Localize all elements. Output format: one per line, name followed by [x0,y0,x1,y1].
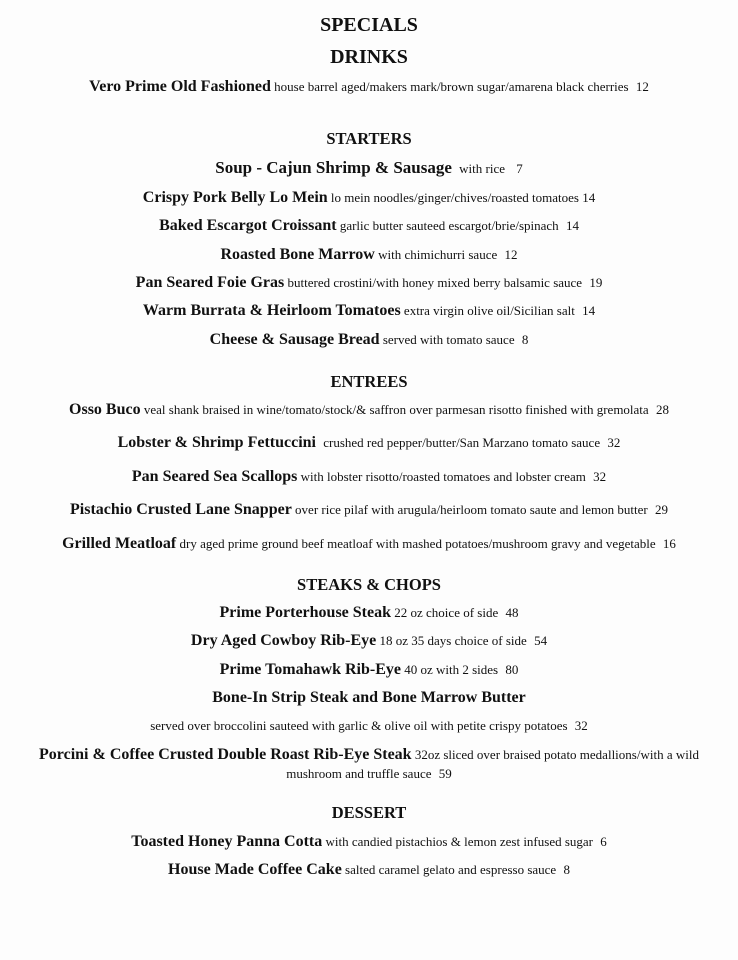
item-price: 54 [534,633,548,648]
item-desc: 32oz sliced over braised potato medallions/with a wild mushroom and truffle sauce [286,747,699,781]
section-heading-drinks: DRINKS [330,46,408,68]
item-price: 32 [574,718,588,733]
item-price: 16 [662,536,676,551]
item-name: Porcini & Coffee Crusted Double Roast Rib-Eye Steak [39,746,412,763]
menu-item [0,159,738,178]
item-desc: 22 oz choice of side [394,605,499,620]
item-price: 12 [504,247,518,262]
item-price: 19 [589,275,603,290]
item-desc: over rice pilaf with arugula/heirloom tomato saute and lemon butter [295,502,648,517]
item-desc: veal shank braised in wine/tomato/stock/& saffron over parmesan risotto finished with gremolata [143,402,649,417]
item-name: Pan Seared Foie Gras [135,274,285,291]
menu-item [0,274,738,292]
item-price: 32 [607,435,621,450]
item-desc: served over broccolini sauteed with garlic & olive oil with petite crispy potatoes [150,718,568,733]
item-desc: with candied pistachios & lemon zest infused sugar [325,834,593,849]
item-price: 14 [582,190,596,205]
item-price: 29 [655,502,668,517]
menu-item [0,661,738,679]
menu-item [0,434,738,452]
item-name: Prime Tomahawk Rib-Eye [219,661,401,678]
item-desc: with lobster risotto/roasted tomatoes and lobster cream [300,469,586,484]
item-price: 80 [505,662,519,677]
menu-item [0,689,738,707]
item-name: Cheese & Sausage Bread [209,331,380,348]
menu-item [0,632,738,650]
menu-item [0,302,738,320]
section-heading-steaks: STEAKS & CHOPS [297,575,441,594]
item-name: Osso Buco [69,401,141,418]
item-desc: buttered crostini/with honey mixed berry balsamic sauce [287,275,583,290]
item-name: Bone-In Strip Steak and Bone Marrow Butter [212,689,526,706]
section-heading-entrees: ENTREES [330,372,408,391]
menu-item [0,189,738,207]
menu-item [0,331,738,349]
item-name: Vero Prime Old Fashioned [89,78,271,95]
item-name: Pan Seared Sea Scallops [131,468,298,485]
item-name: Pistachio Crusted Lane Snapper [70,501,292,518]
item-desc: dry aged prime ground beef meatloaf with mashed potatoes/mushroom gravy and vegetable [179,536,656,551]
menu-item [0,861,738,879]
section-heading-starters: STARTERS [326,129,412,148]
item-desc: extra virgin olive oil/Sicilian salt [403,303,575,318]
item-price: 32 [593,469,607,484]
item-desc: salted caramel gelato and espresso sauce [345,862,557,877]
item-name: Dry Aged Cowboy Rib-Eye [190,632,377,649]
page-title: SPECIALS [320,14,418,36]
item-name: Soup - Cajun Shrimp & Sausage [215,158,452,177]
item-name: House Made Coffee Cake [168,861,342,878]
item-name: Grilled Meatloaf [62,535,177,552]
item-name: Baked Escargot Croissant [159,217,337,234]
item-name: Crispy Pork Belly Lo Mein [142,189,328,206]
menu-item [0,217,738,235]
item-price: 14 [582,303,596,318]
item-price: 7 [516,161,523,176]
item-name: Roasted Bone Marrow [220,246,375,263]
item-name: Lobster & Shrimp Fettuccini [117,434,316,451]
item-name: Warm Burrata & Heirloom Tomatoes [142,302,401,319]
item-price: 8 [563,862,570,877]
item-desc: garlic butter sauteed escargot/brie/spinach [339,218,559,233]
item-desc: crushed red pepper/butter/San Marzano tomato sauce [323,435,601,450]
item-price: 28 [655,402,669,417]
item-price: 6 [600,834,607,849]
menu-item [0,604,738,622]
section-heading-dessert: DESSERT [331,803,407,822]
menu-item [0,246,738,264]
item-desc: with chimichurri sauce [378,247,498,262]
menu-item [0,401,738,419]
menu-item [0,78,738,96]
item-price: 8 [521,332,529,347]
menu-item [0,535,738,553]
item-price: 48 [505,605,519,620]
item-desc: with rice [459,161,505,176]
menu-item [0,468,738,486]
item-price: 59 [438,766,452,781]
item-name: Prime Porterhouse Steak [219,604,392,621]
menu-item [19,745,719,783]
item-name: Toasted Honey Panna Cotta [131,833,323,850]
item-desc: 40 oz with 2 sides [404,662,499,677]
item-price: 12 [635,79,649,94]
item-desc: 18 oz 35 days choice of side [379,633,527,648]
menu-item [0,833,738,851]
menu-item-desc-line [0,717,738,735]
item-price: 14 [565,218,579,233]
menu-item [0,501,738,519]
item-desc: served with tomato sauce [382,332,515,347]
item-desc: house barrel aged/makers mark/brown sugar/amarena black cherries [274,79,629,94]
item-desc: lo mein noodles/ginger/chives/roasted tomatoes [330,190,579,205]
